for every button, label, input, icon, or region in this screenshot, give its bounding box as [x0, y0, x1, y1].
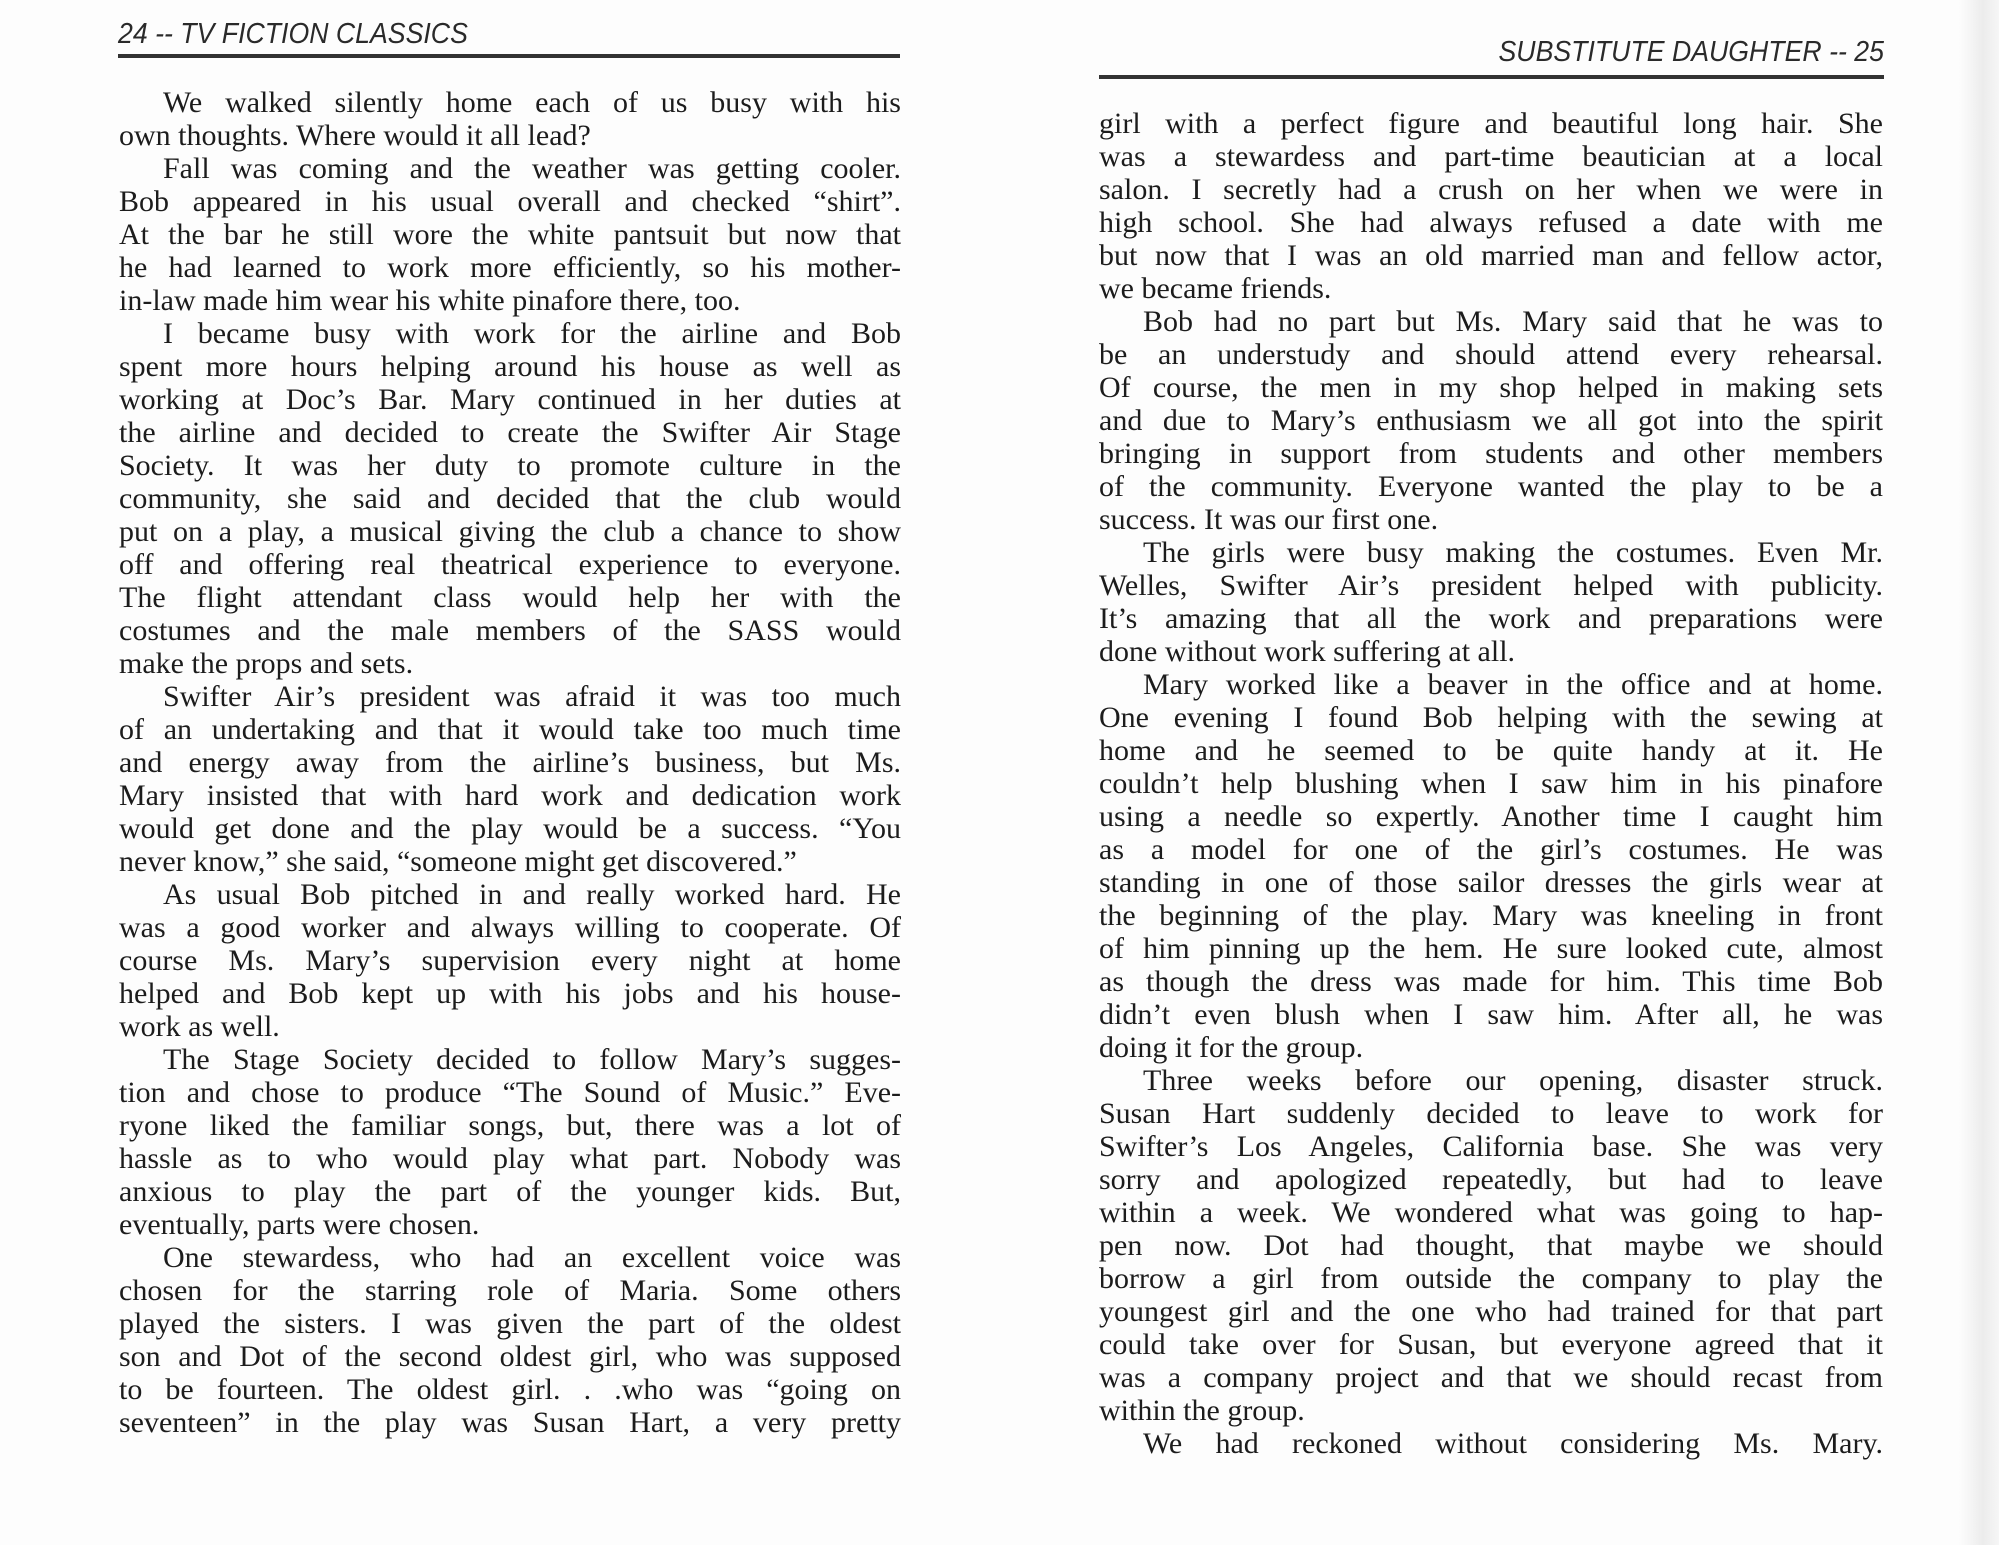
text-line: within a week. We wondered what was going to hap-	[1099, 1196, 1883, 1229]
text-line: bringing in support from students and other members	[1099, 437, 1883, 470]
text-line: chosen for the starring role of Maria. Some others	[119, 1274, 901, 1307]
text-line: community, she said and decided that the club would	[119, 482, 901, 515]
text-line: borrow a girl from outside the company to play the	[1099, 1262, 1883, 1295]
text-line: Bob appeared in his usual overall and checked “shirt”.	[119, 185, 901, 218]
text-line: helped and Bob kept up with his jobs and his house-	[119, 977, 901, 1010]
text-line: tion and chose to produce “The Sound of Music.” Eve-	[119, 1076, 901, 1109]
text-line: we became friends.	[1099, 272, 1332, 305]
text-line: Welles, Swifter Air’s president helped with publicity.	[1099, 569, 1883, 602]
text-line: Bob had no part but Ms. Mary said that he was to	[1143, 305, 1883, 338]
text-line: At the bar he still wore the white pantsuit but now that	[119, 218, 901, 251]
text-line: never know,” she said, “someone might get discovered.”	[119, 845, 797, 878]
text-line: Swifter’s Los Angeles, California base. She was very	[1099, 1130, 1883, 1163]
text-line: One evening I found Bob helping with the sewing at	[1099, 701, 1883, 734]
text-line: anxious to play the part of the younger kids. But,	[119, 1175, 901, 1208]
text-line: high school. She had always refused a date with me	[1099, 206, 1883, 239]
text-line: eventually, parts were chosen.	[119, 1208, 480, 1241]
paragraph	[1099, 668, 1883, 1064]
text-line: was a good worker and always willing to cooperate. Of	[119, 911, 901, 944]
text-line: of the community. Everyone wanted the play to be a	[1099, 470, 1883, 503]
text-line: hassle as to who would play what part. Nobody was	[119, 1142, 901, 1175]
paragraph	[119, 86, 901, 152]
text-line: home and he seemed to be quite handy at it. He	[1099, 734, 1883, 767]
text-line: spent more hours helping around his house as well as	[119, 350, 901, 383]
left-page-body	[119, 86, 901, 1439]
paragraph	[119, 1043, 901, 1241]
paragraph	[119, 317, 901, 680]
text-line: of an undertaking and that it would take too much time	[119, 713, 901, 746]
text-line: standing in one of those sailor dresses the girls wear at	[1099, 866, 1883, 899]
text-line: working at Doc’s Bar. Mary continued in her duties at	[119, 383, 901, 416]
text-line: The flight attendant class would help her with the	[119, 581, 901, 614]
text-line: but now that I was an old married man and fellow actor,	[1099, 239, 1883, 272]
text-line: girl with a perfect figure and beautiful long hair. She	[1099, 107, 1883, 140]
text-line: Three weeks before our opening, disaster struck.	[1143, 1064, 1883, 1097]
text-line: As usual Bob pitched in and really worked hard. He	[163, 878, 901, 911]
text-line: Fall was coming and the weather was getting cooler.	[163, 152, 901, 185]
text-line: as though the dress was made for him. This time Bob	[1099, 965, 1883, 998]
left-page-header: 24 -- TV FICTION CLASSICS	[118, 18, 468, 50]
text-line: to be fourteen. The oldest girl. . .who was “going on	[119, 1373, 901, 1406]
text-line: work as well.	[119, 1010, 280, 1043]
left-header-rule	[118, 54, 900, 58]
text-line: success. It was our first one.	[1099, 503, 1439, 536]
text-line: within the group.	[1099, 1394, 1305, 1427]
text-line: salon. I secretly had a crush on her when we were in	[1099, 173, 1883, 206]
text-line: son and Dot of the second oldest girl, who was supposed	[119, 1340, 901, 1373]
text-line: put on a play, a musical giving the club a chance to show	[119, 515, 901, 548]
paragraph	[1099, 1064, 1883, 1427]
text-line: Of course, the men in my shop helped in making sets	[1099, 371, 1883, 404]
text-line: make the props and sets.	[119, 647, 414, 680]
page-gutter-shadow	[1959, 0, 1999, 1545]
text-line: off and offering real theatrical experience to everyone.	[119, 548, 901, 581]
text-line: We had reckoned without considering Ms. Mary.	[1143, 1427, 1883, 1460]
text-line: using a needle so expertly. Another time I caught him	[1099, 800, 1883, 833]
right-page-body	[1099, 107, 1883, 1460]
text-line: couldn’t help blushing when I saw him in his pinafore	[1099, 767, 1883, 800]
text-line: youngest girl and the one who had trained for that part	[1099, 1295, 1883, 1328]
text-line: done without work suffering at all.	[1099, 635, 1516, 668]
text-line: of him pinning up the hem. He sure looked cute, almost	[1099, 932, 1883, 965]
text-line: pen now. Dot had thought, that maybe we should	[1099, 1229, 1883, 1262]
paragraph	[119, 1241, 901, 1439]
text-line: the beginning of the play. Mary was kneeling in front	[1099, 899, 1883, 932]
text-line: played the sisters. I was given the part of the oldest	[119, 1307, 901, 1340]
text-line: Mary insisted that with hard work and dedication work	[119, 779, 901, 812]
paragraph	[119, 878, 901, 1043]
text-line: Susan Hart suddenly decided to leave to work for	[1099, 1097, 1883, 1130]
text-line: I became busy with work for the airline and Bob	[163, 317, 901, 350]
text-line: didn’t even blush when I saw him. After all, he was	[1099, 998, 1883, 1031]
text-line: The Stage Society decided to follow Mary’s sugges-	[163, 1043, 901, 1076]
text-line: was a stewardess and part-time beautician at a local	[1099, 140, 1883, 173]
text-line: he had learned to work more efficiently, so his mother-	[119, 251, 901, 284]
text-line: would get done and the play would be a success. “You	[119, 812, 901, 845]
text-line: be an understudy and should attend every rehearsal.	[1099, 338, 1883, 371]
text-line: could take over for Susan, but everyone agreed that it	[1099, 1328, 1883, 1361]
text-line: Swifter Air’s president was afraid it was too much	[163, 680, 901, 713]
paragraph	[1099, 305, 1883, 536]
text-line: was a company project and that we should recast from	[1099, 1361, 1883, 1394]
text-line: and energy away from the airline’s business, but Ms.	[119, 746, 901, 779]
text-line: sorry and apologized repeatedly, but had to leave	[1099, 1163, 1883, 1196]
right-header-rule	[1099, 75, 1884, 79]
text-line: We walked silently home each of us busy with his	[163, 86, 901, 119]
text-line: costumes and the male members of the SASS would	[119, 614, 901, 647]
paragraph	[119, 152, 901, 317]
text-line: course Ms. Mary’s supervision every night at home	[119, 944, 901, 977]
text-line: in-law made him wear his white pinafore there, too.	[119, 284, 741, 317]
paragraph	[1099, 536, 1883, 668]
text-line: One stewardess, who had an excellent voice was	[163, 1241, 901, 1274]
text-line: and due to Mary’s enthusiasm we all got into the spirit	[1099, 404, 1883, 437]
text-line: as a model for one of the girl’s costumes. He was	[1099, 833, 1883, 866]
text-line: seventeen” in the play was Susan Hart, a very pretty	[119, 1406, 901, 1439]
text-line: It’s amazing that all the work and preparations were	[1099, 602, 1883, 635]
text-line: doing it for the group.	[1099, 1031, 1364, 1064]
text-line: Mary worked like a beaver in the office and at home.	[1143, 668, 1883, 701]
text-line: own thoughts. Where would it all lead?	[119, 119, 591, 152]
paragraph	[1099, 107, 1883, 305]
text-line: ryone liked the familiar songs, but, there was a lot of	[119, 1109, 901, 1142]
paragraph	[1099, 1427, 1883, 1460]
paragraph	[119, 680, 901, 878]
text-line: The girls were busy making the costumes. Even Mr.	[1143, 536, 1883, 569]
text-line: the airline and decided to create the Swifter Air Stage	[119, 416, 901, 449]
right-page-header: SUBSTITUTE DAUGHTER -- 25	[1498, 36, 1884, 68]
text-line: Society. It was her duty to promote culture in the	[119, 449, 901, 482]
